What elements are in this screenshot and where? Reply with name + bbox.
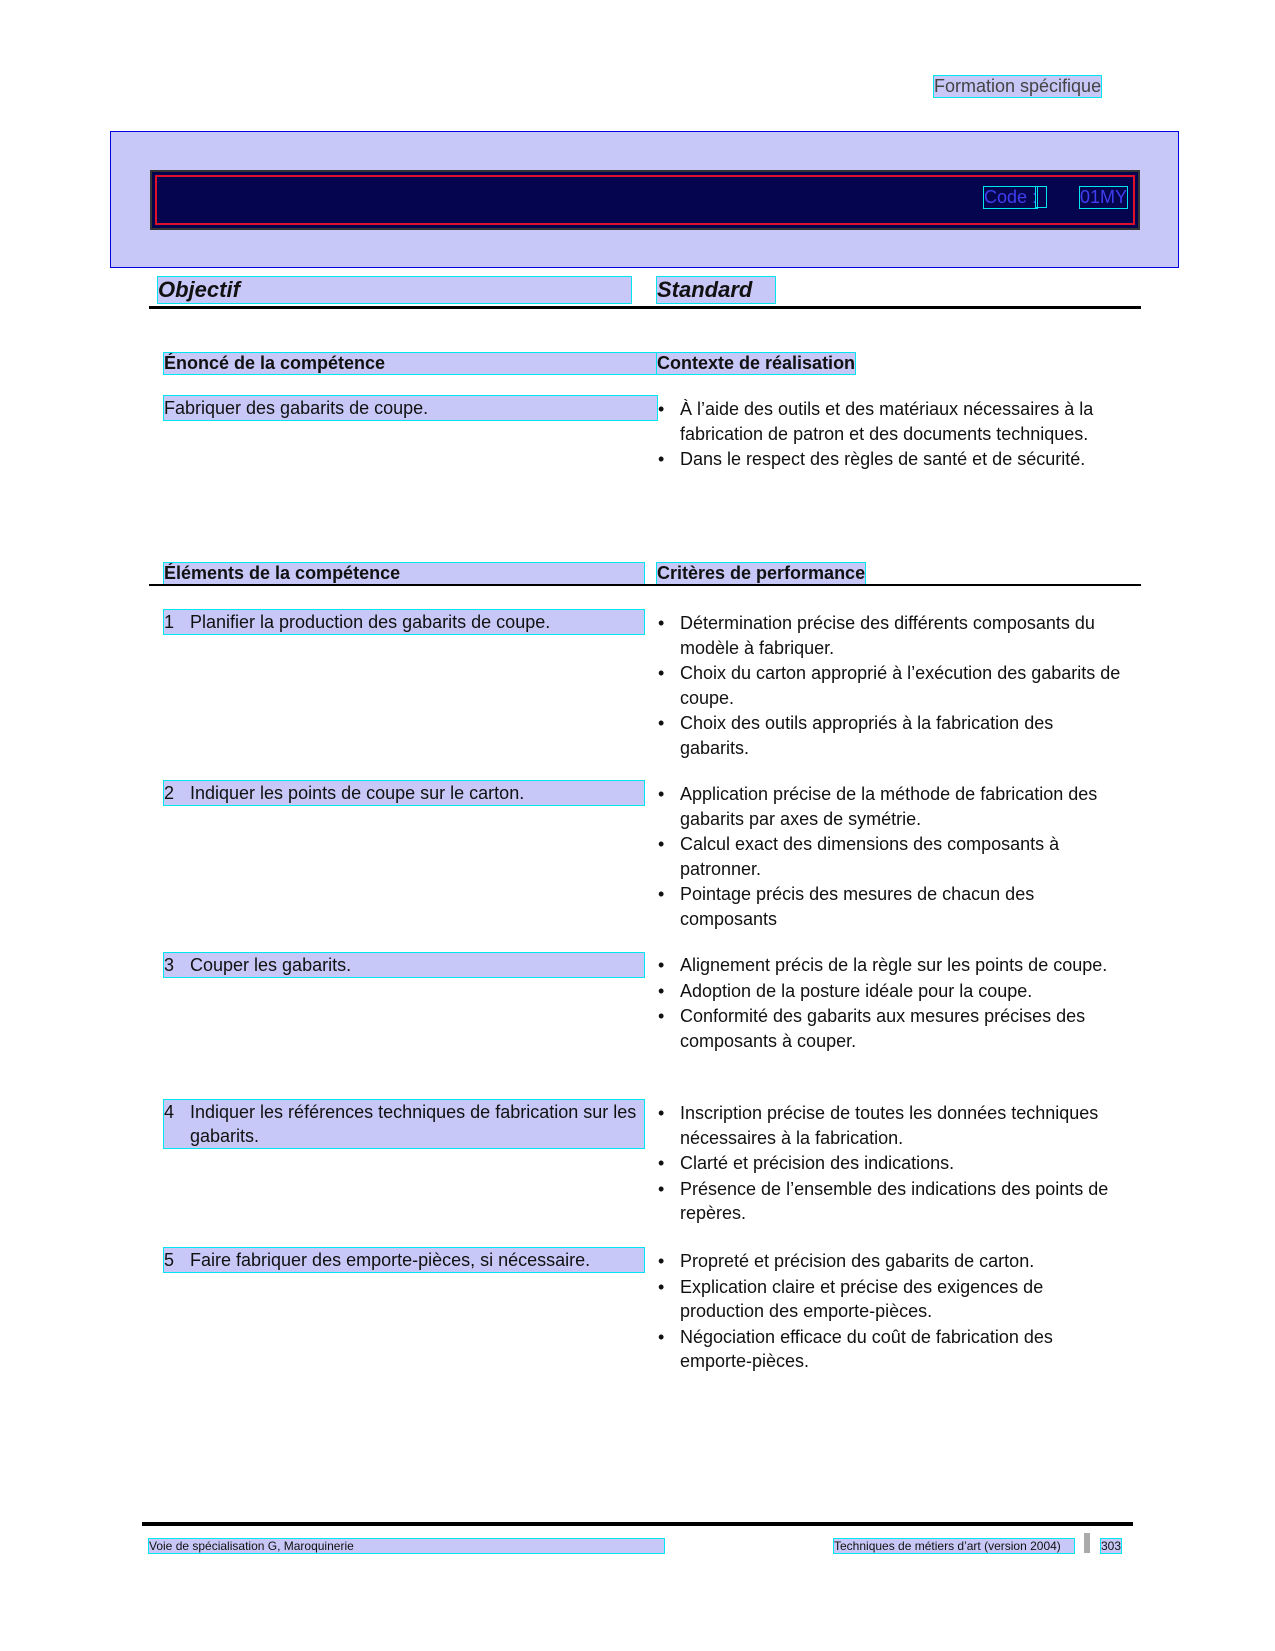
element-text: Indiquer les points de coupe sur le carton. — [190, 783, 525, 803]
list-item: • Calcul exact des dimensions des composants à patronner. — [656, 832, 1126, 881]
list-item: • Clarté et précision des indications. — [656, 1151, 1126, 1176]
objective-title: Objectif — [158, 277, 631, 303]
element-4 — [164, 1100, 644, 1148]
header-note: Formation spécifique — [934, 76, 1102, 96]
criteria-list-5 — [656, 1249, 1126, 1375]
element-text: Planifier la production des gabarits de coupe. — [190, 612, 551, 632]
criteria-list-4 — [656, 1101, 1126, 1227]
standard-title: Standard — [657, 277, 775, 303]
elements-heading: Éléments de la compétence — [164, 563, 644, 584]
element-2 — [164, 781, 644, 805]
list-item: • Propreté et précision des gabarits de carton. — [656, 1249, 1126, 1274]
footer-rule — [142, 1522, 1133, 1526]
criteria-list-1 — [656, 611, 1126, 761]
competence-statement: Fabriquer des gabarits de coupe. — [164, 396, 657, 420]
list-item: • Inscription précise de toutes les données techniques nécessaires à la fabrication. — [656, 1101, 1126, 1150]
element-3 — [164, 953, 644, 977]
element-number: 5 — [164, 1250, 175, 1270]
code-label: Code : — [984, 187, 1038, 207]
code-separator — [1036, 187, 1046, 207]
element-5 — [164, 1248, 644, 1272]
list-item: • Pointage précis des mesures de chacun des composants — [656, 882, 1126, 931]
list-item: • À l’aide des outils et des matériaux nécessaires à la fabrication de patron et des documents techniques. — [656, 397, 1126, 446]
list-item: • Adoption de la posture idéale pour la coupe. — [656, 979, 1126, 1004]
element-text: Indiquer les références techniques de fabrication sur les gabarits. — [190, 1102, 637, 1146]
list-item: • Dans le respect des règles de santé et de sécurité. — [656, 447, 1126, 472]
list-item: • Alignement précis de la règle sur les points de coupe. — [656, 953, 1126, 978]
banner-inner — [150, 170, 1140, 230]
list-item: • Choix des outils appropriés à la fabrication des gabarits. — [656, 711, 1126, 760]
title-banner — [110, 131, 1179, 268]
list-item: • Application précise de la méthode de fabrication des gabarits par axes de symétrie. — [656, 782, 1126, 831]
code-value: 01MY — [1080, 187, 1128, 207]
list-item: • Détermination précise des différents composants du modèle à fabriquer. — [656, 611, 1126, 660]
criteria-list-3 — [656, 953, 1126, 1054]
footer-right: Techniques de métiers d’art (version 2004) — [834, 1539, 1074, 1553]
title-rule — [149, 306, 1141, 309]
list-item: • Présence de l’ensemble des indications des points de repères. — [656, 1177, 1126, 1226]
list-item: • Explication claire et précise des exigences de production des emporte-pièces. — [656, 1275, 1126, 1324]
list-item: • Négociation efficace du coût de fabrication des emporte-pièces. — [656, 1325, 1126, 1374]
criteria-heading: Critères de performance — [657, 563, 866, 583]
element-number: 4 — [164, 1102, 175, 1122]
list-item: • Choix du carton approprié à l’exécution des gabarits de coupe. — [656, 661, 1126, 710]
element-text: Couper les gabarits. — [190, 955, 352, 975]
element-text: Faire fabriquer des emporte-pièces, si nécessaire. — [190, 1250, 591, 1270]
page-number: 303 — [1101, 1539, 1122, 1553]
context-list — [656, 397, 1126, 473]
element-number: 3 — [164, 955, 175, 975]
criteria-list-2 — [656, 782, 1126, 932]
footer-left: Voie de spécialisation G, Maroquinerie — [149, 1539, 664, 1553]
context-heading: Contexte de réalisation — [657, 353, 856, 373]
list-item: • Conformité des gabarits aux mesures précises des composants à couper. — [656, 1004, 1126, 1053]
section-rule — [149, 584, 1141, 586]
footer-separator — [1084, 1533, 1090, 1553]
element-1 — [164, 610, 644, 634]
competence-heading: Énoncé de la compétence — [164, 353, 657, 374]
element-number: 2 — [164, 783, 175, 803]
element-number: 1 — [164, 612, 175, 632]
